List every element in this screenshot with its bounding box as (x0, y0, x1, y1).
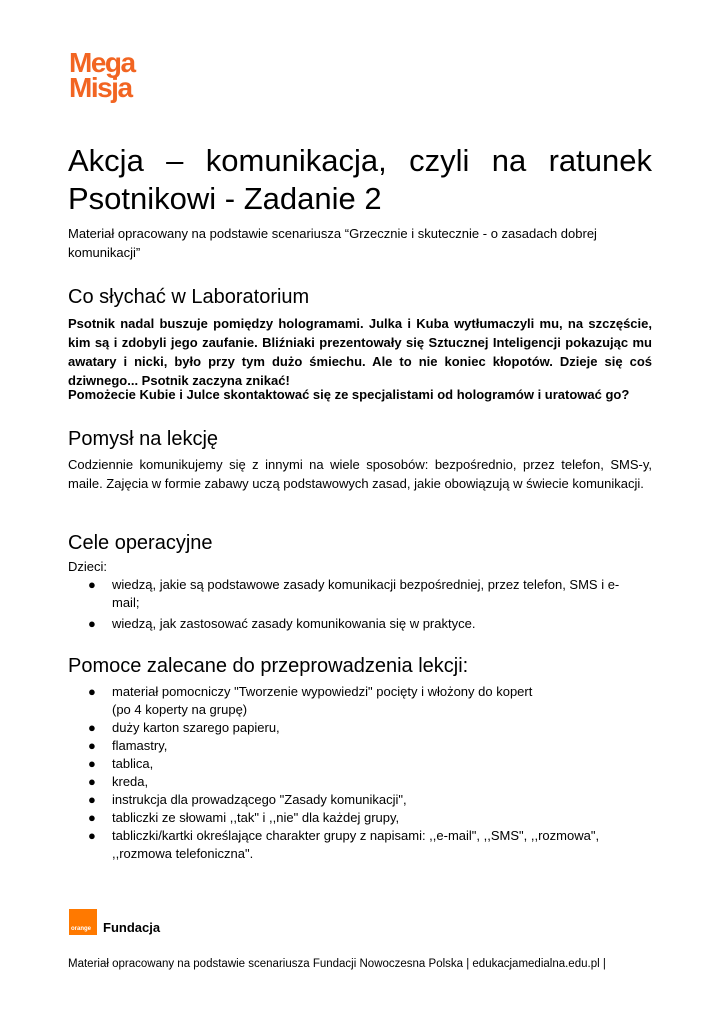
bullet-icon: ● (88, 720, 96, 735)
materials-item-note: (po 4 koperty na grupę) (112, 702, 248, 717)
logo-line-2: Misja (69, 72, 132, 103)
goals-intro: Dzieci: (68, 559, 108, 574)
goals-list (68, 576, 628, 633)
bullet-icon: ● (88, 756, 96, 771)
lab-story-text: Psotnik nadal buszuje pomiędzy hologramami. Julka i Kuba wytłumaczyli mu, na szczęście, kim są i zdobyli jego zaufanie. Bliźniaki prezentowały się Sztucznej Inteligencji pokazując mu awatary i nicki, było przy tym dużo śmiechu. Ale to nie koniec kłopotów. Dzieje się coś dziwnego... Psotnik zaczyna znikać! (68, 316, 652, 388)
lab-heading: Co słychać w Laboratorium (68, 286, 310, 308)
bullet-icon: ● (88, 577, 96, 592)
lab-question-text: Pomożecie Kubie i Julce skontaktować się ze specjalistami od hologramów i uratować go? (68, 387, 630, 402)
page-title: Akcja – komunikacja, czyli na ratunek Psotnikowi - Zadanie 2 (68, 143, 652, 216)
list-item: ● kreda, (88, 774, 149, 789)
goals-heading: Cele operacyjne (68, 532, 213, 554)
list-item: ● materiał pomocniczy "Tworzenie wypowiedzi" pocięty i włożony do kopert (po 4 koperty na grupę) (88, 684, 533, 717)
materials-list (68, 683, 628, 863)
list-item: ● tabliczki ze słowami ,,tak" i ,,nie" dla każdej grupy, (88, 810, 400, 825)
materials-heading: Pomoce zalecane do przeprowadzenia lekcji: (68, 655, 469, 677)
bullet-icon: ● (88, 810, 96, 825)
list-item: ● instrukcja dla prowadzącego "Zasady komunikacji", (88, 792, 407, 807)
bullet-icon: ● (88, 616, 96, 631)
list-item: ● wiedzą, jakie są podstawowe zasady komunikacji bezpośredniej, przez telefon, SMS i e-mail; (88, 577, 620, 610)
list-item: ● flamastry, (88, 738, 168, 753)
bullet-icon: ● (88, 684, 96, 699)
orange-logo-text: orange (71, 926, 92, 932)
list-item: ● wiedzą, jak zastosować zasady komunikowania się w praktyce. (88, 616, 476, 631)
bullet-icon: ● (88, 738, 96, 753)
orange-logo (69, 909, 97, 935)
list-item: ● tabliczki/kartki określające charakter grupy z napisami: ,,e-mail", ,,SMS", ,,rozmowa", ,,rozmowa telefoniczna". (88, 828, 600, 861)
logo-line-1: Mega (69, 47, 135, 78)
bullet-icon: ● (88, 774, 96, 789)
idea-text: Codziennie komunikujemy się z innymi na wiele sposobów: bezpośrednio, przez telefon, SMS-y, maile. Zajęcia w formie zabawy uczą podstawowych zasad, jakie obowiązują w świecie komunikacji. (68, 457, 652, 491)
mega-misja-logo (69, 47, 135, 103)
page-footer: Materiał opracowany na podstawie scenariusza Fundacji Nowoczesna Polska | edukacjamedialna.edu.pl | (68, 958, 606, 970)
bullet-icon: ● (88, 828, 96, 843)
subtitle: Materiał opracowany na podstawie scenariusza “Grzecznie i skutecznie - o zasadach dobrej komunikacji” (68, 226, 597, 260)
list-item: ● tablica, (88, 756, 154, 771)
bullet-icon: ● (88, 792, 96, 807)
idea-heading: Pomysł na lekcję (68, 428, 219, 450)
fundacja-label: Fundacja (103, 920, 161, 935)
list-item: ● duży karton szarego papieru, (88, 720, 280, 735)
